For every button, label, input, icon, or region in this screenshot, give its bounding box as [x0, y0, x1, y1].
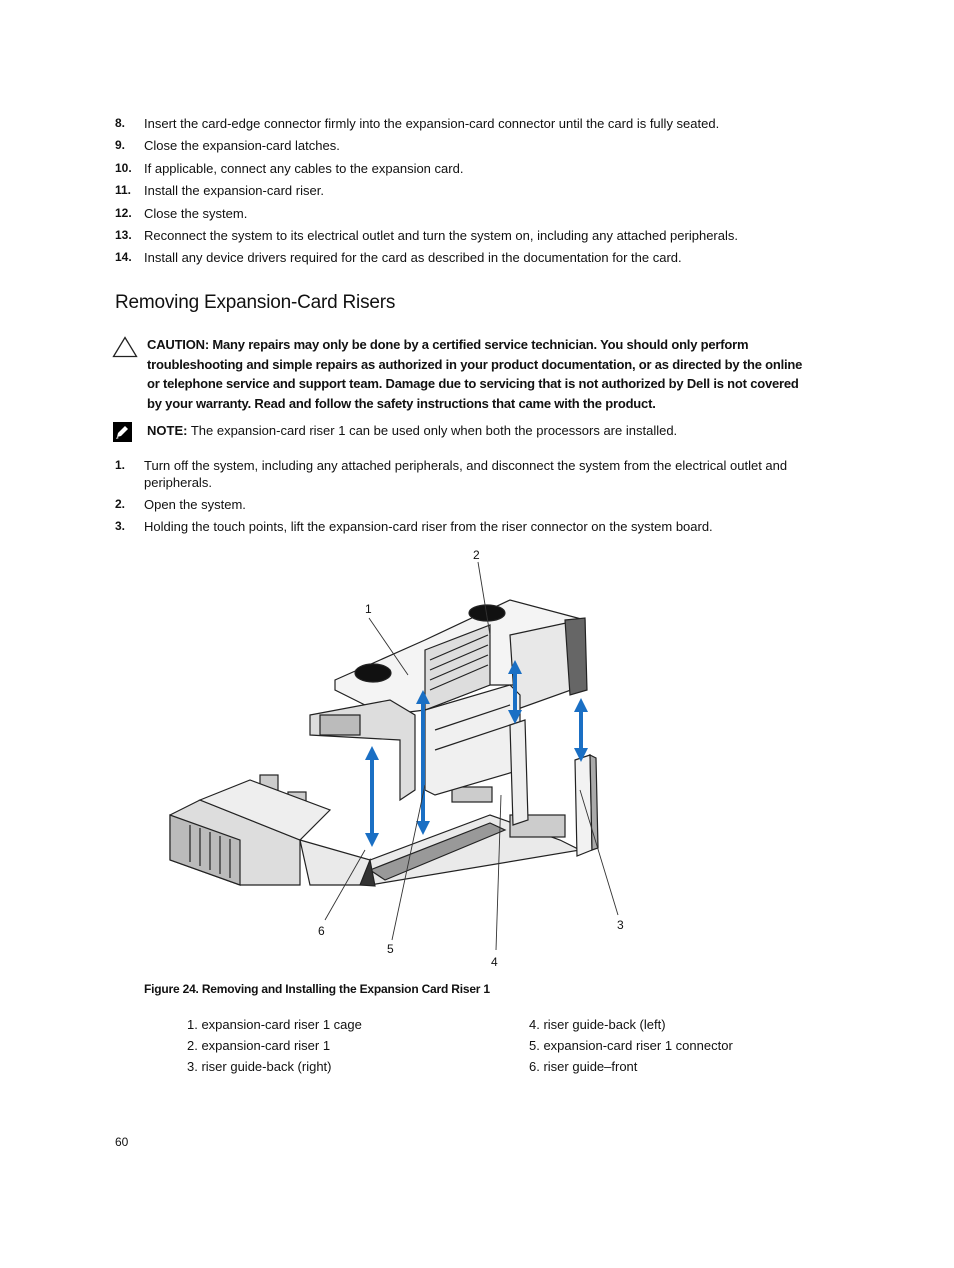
- legend-item: 5. expansion-card riser 1 connector: [529, 1038, 733, 1053]
- riser-guide-back-right-shape: [575, 755, 598, 856]
- note-pencil-icon: [113, 422, 132, 442]
- legend-item: 6. riser guide–front: [529, 1059, 638, 1074]
- step-number: 12.: [115, 205, 132, 220]
- callout-1: 1: [365, 602, 372, 616]
- step-text: Close the system.: [144, 205, 248, 221]
- page-number: 60: [115, 1135, 129, 1149]
- figure-caption: Figure 24. Removing and Installing the Expansion Card Riser 1: [144, 982, 490, 996]
- callout-6: 6: [318, 924, 325, 938]
- caution-triangle-icon: [112, 336, 138, 358]
- callout-5: 5: [387, 942, 394, 956]
- legend-item: 1. expansion-card riser 1 cage: [187, 1017, 362, 1032]
- step-item: [115, 496, 815, 513]
- step-number: 9.: [115, 138, 126, 153]
- step-number: 1.: [115, 458, 126, 472]
- callout-3: 3: [617, 918, 624, 932]
- note-text: [147, 422, 677, 439]
- figure-legend-right: [529, 1016, 733, 1079]
- note-body: The expansion-card riser 1 can be used only when both the processors are installed.: [187, 423, 678, 438]
- step-number: 2.: [115, 497, 126, 511]
- section-heading: Removing Expansion-Card Risers: [115, 292, 396, 313]
- step-text: If applicable, connect any cables to the expansion card.: [144, 160, 464, 176]
- step-text: Insert the card-edge connector firmly into the expansion-card connector until the card is fully seated.: [144, 116, 720, 131]
- step-item: [115, 115, 815, 137]
- step-text: Close the expansion-card latches.: [144, 138, 340, 154]
- note-label: NOTE:: [147, 423, 188, 438]
- figure-legend-left: [187, 1016, 362, 1079]
- riser-connector-shape: [300, 787, 580, 886]
- step-number: 3.: [115, 519, 126, 533]
- step-number: 14.: [115, 250, 132, 265]
- step-text: Open the system.: [144, 497, 246, 512]
- caution-text: CAUTION: Many repairs may only be done by a certified service technician. You should only perform troubleshooting and simple repairs as authorized in your product documentation, or as directed by the online or telephone service and support team. Damage due to servicing that is not authorized by Dell is not covered by your warranty. Read and follow the safety instructions that came with the product.: [147, 337, 803, 411]
- callout-4: 4: [491, 955, 498, 969]
- step-item: [115, 249, 815, 271]
- step-item: [115, 457, 815, 491]
- riser-diagram: [160, 540, 660, 970]
- steps-removal-list: [115, 457, 815, 540]
- riser-cage-shape: [310, 600, 587, 825]
- legend-item: 3. riser guide-back (right): [187, 1059, 332, 1074]
- legend-item: 2. expansion-card riser 1: [187, 1038, 331, 1053]
- step-number: 8.: [115, 116, 126, 130]
- step-text: Install the expansion-card riser.: [144, 183, 324, 199]
- riser-illustration: [160, 540, 660, 970]
- step-item: [115, 182, 815, 204]
- step-number: 13.: [115, 227, 132, 242]
- step-text: Reconnect the system to its electrical outlet and turn the system on, including any attached peripherals.: [144, 227, 738, 243]
- steps-continued-list: [115, 115, 815, 272]
- legend-item: 4. riser guide-back (left): [529, 1017, 666, 1032]
- step-text: Holding the touch points, lift the expansion-card riser from the riser connector on the system board.: [144, 519, 713, 534]
- step-item: [115, 518, 815, 535]
- step-item: [115, 205, 815, 227]
- step-item: [115, 227, 815, 249]
- step-text: Turn off the system, including any attached peripherals, and disconnect the system from the electrical outlet and peripherals.: [144, 458, 788, 490]
- step-number: 10.: [115, 160, 132, 175]
- callout-2: 2: [473, 548, 480, 562]
- step-text: Install any device drivers required for the card as described in the documentation for the card.: [144, 250, 682, 266]
- step-number: 11.: [115, 183, 132, 198]
- step-item: [115, 137, 815, 159]
- step-item: [115, 160, 815, 182]
